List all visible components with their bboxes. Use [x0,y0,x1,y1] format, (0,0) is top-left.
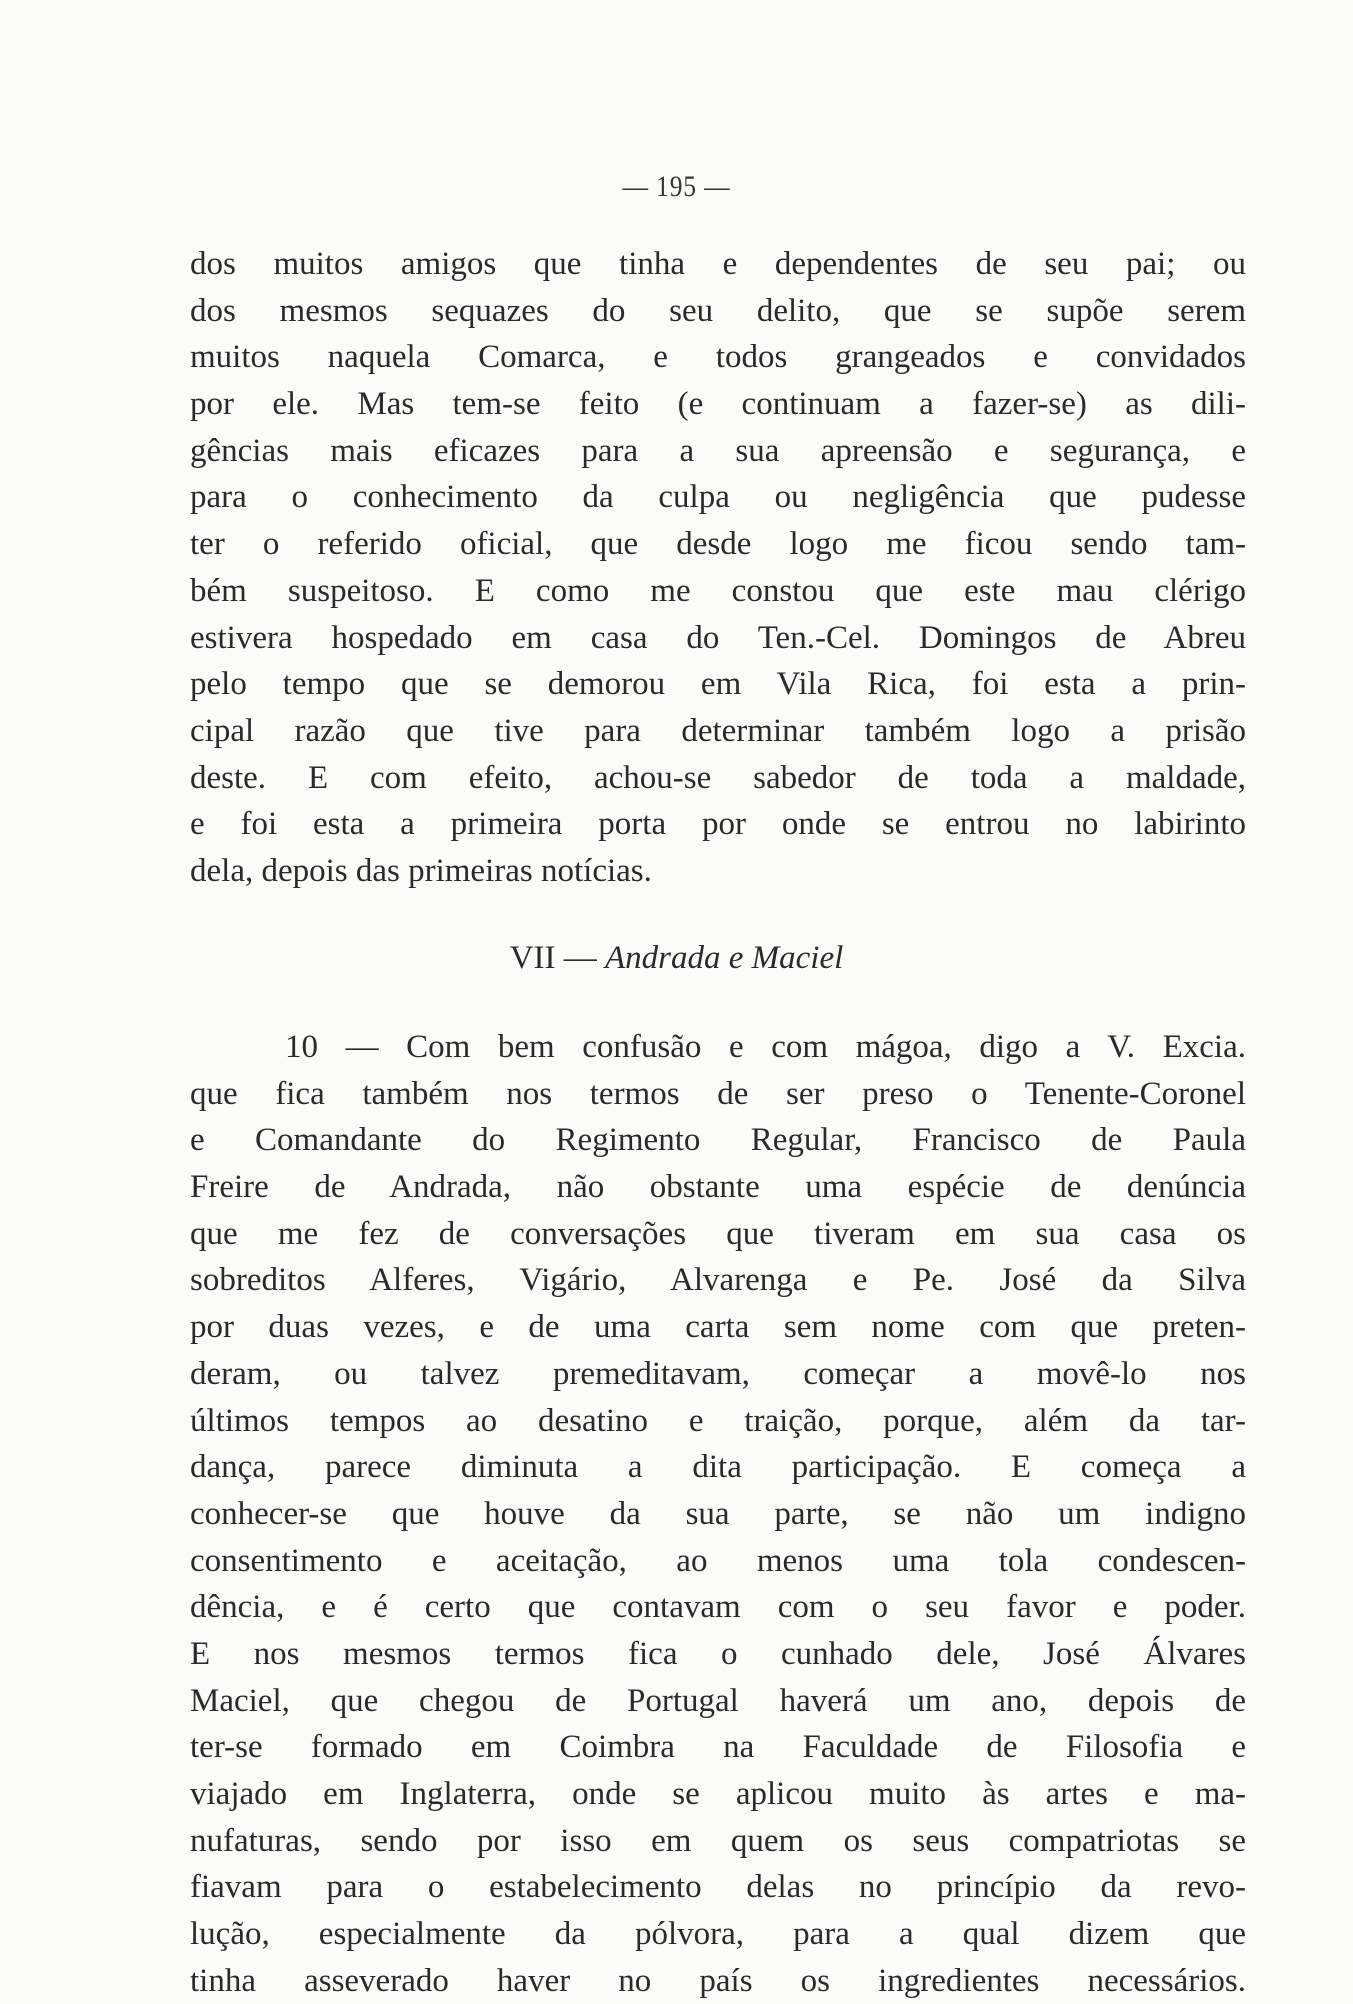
text-line: ter o referido oficial, que desde logo me ficou sendo tam- [190,526,1246,563]
text-line: lução, especialmente da pólvora, para a qual dizem que [190,1916,1246,1953]
text-line: sobreditos Alferes, Vigário, Alvarenga e Pe. José da Silva [190,1262,1246,1299]
text-line: gências mais eficazes para a sua apreensão e segurança, e [190,432,1246,469]
text-line: conhecer-se que houve da sua parte, se não um indigno [190,1495,1246,1532]
text-line: fiavam para o estabelecimento delas no princípio da revo- [190,1869,1246,1906]
text-line: dança, parece diminuta a dita participação. E começa a [190,1449,1246,1486]
paragraph-2 [190,1024,1246,2004]
text-line: e Comandante do Regimento Regular, Francisco de Paula [190,1122,1246,1159]
paragraph-1 [190,241,1246,895]
text-line: dos mesmos sequazes do seu delito, que se supõe serem [190,292,1246,329]
text-line: por duas vezes, e de uma carta sem nome com que preten- [190,1309,1246,1346]
text-line: deste. E com efeito, achou-se sabedor de toda a maldade, [190,759,1246,796]
text-line: últimos tempos ao desatino e traição, porque, além da tar- [190,1402,1246,1439]
text-line: por ele. Mas tem-se feito (e continuam a fazer-se) as dili- [190,386,1246,423]
section-heading [0,940,1353,977]
text-line: cipal razão que tive para determinar também logo a prisão [190,712,1246,749]
text-line: 10 — Com bem confusão e com mágoa, digo a V. Excia. [285,1029,1246,1065]
text-line: Freire de Andrada, não obstante uma espécie de denúncia [190,1169,1246,1206]
page-number: — 195 — [622,170,731,203]
text-line: consentimento e aceitação, ao menos uma tola condescen- [190,1542,1246,1579]
text-line: nufaturas, sendo por isso em quem os seus compatriotas se [190,1822,1246,1859]
text-line: que me fez de conversações que tiveram em sua casa os [190,1215,1246,1252]
text-line: tinha asseverado haver no país os ingredientes necessários. [190,1962,1246,1999]
section-numeral: VII — [509,940,597,976]
text-line: e foi esta a primeira porta por onde se entrou no labirinto [190,806,1246,843]
text-line: Maciel, que chegou de Portugal haverá um ano, depois de [190,1682,1246,1719]
text-line: que fica também nos termos de ser preso o Tenente-Coronel [190,1075,1246,1112]
section-title: Andrada e Maciel [605,940,844,976]
text-line: estivera hospedado em casa do Ten.-Cel. Domingos de Abreu [190,619,1246,656]
text-line: bém suspeitoso. E como me constou que este mau clérigo [190,572,1246,609]
text-line: dela, depois das primeiras notícias. [190,852,652,889]
text-line: deram, ou talvez premeditavam, começar a movê-lo nos [190,1355,1246,1392]
text-line: ter-se formado em Coimbra na Faculdade de Filosofia e [190,1729,1246,1766]
text-line: pelo tempo que se demorou em Vila Rica, foi esta a prin- [190,666,1246,703]
text-line: viajado em Inglaterra, onde se aplicou muito às artes e ma- [190,1776,1246,1812]
text-line: dência, e é certo que contavam com o seu favor e poder. [190,1589,1246,1626]
text-line: dos muitos amigos que tinha e dependentes de seu pai; ou [190,246,1246,282]
text-line: para o conhecimento da culpa ou negligência que pudesse [190,479,1246,516]
text-line: E nos mesmos termos fica o cunhado dele, José Álvares [190,1635,1246,1672]
text-line: muitos naquela Comarca, e todos grangeados e convidados [190,339,1246,376]
